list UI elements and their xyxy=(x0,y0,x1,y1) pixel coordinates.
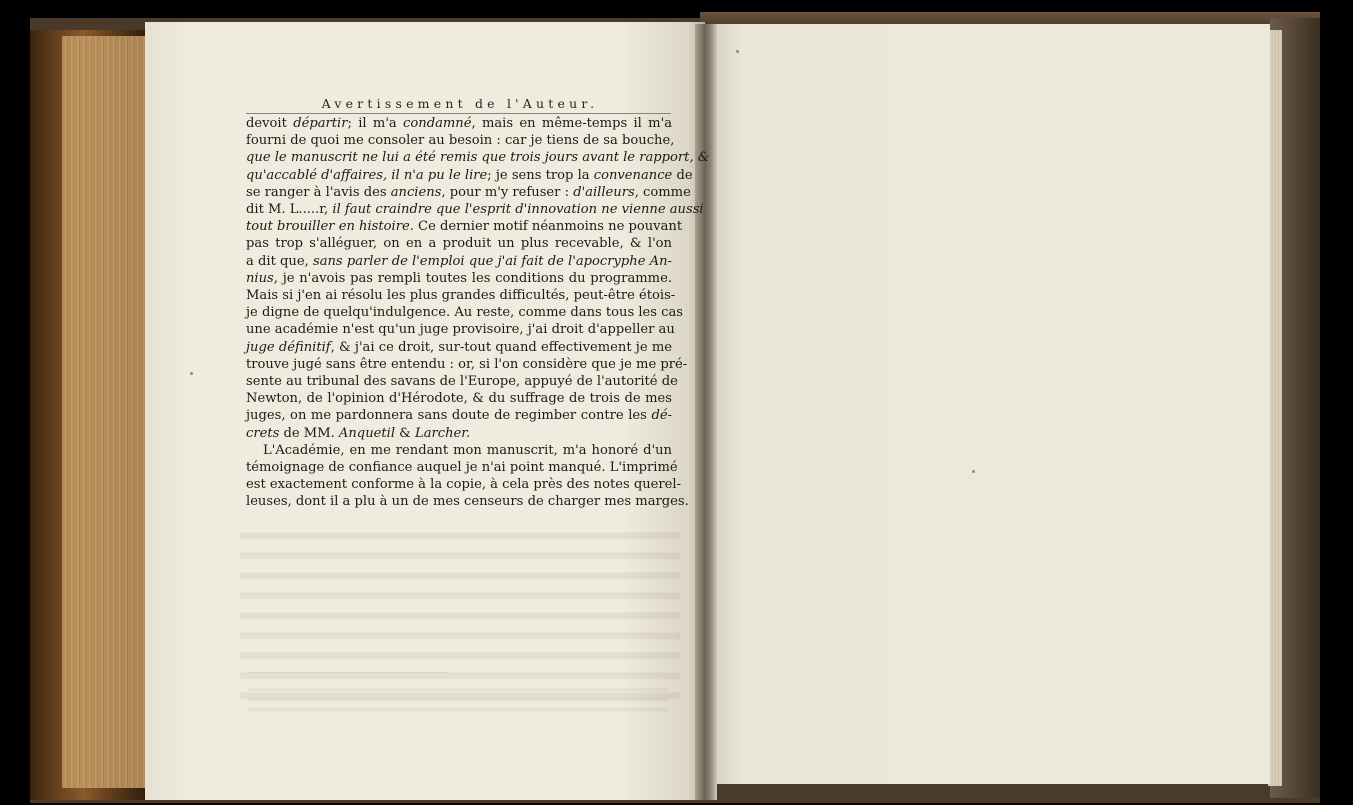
body-text xyxy=(246,115,710,511)
bleed-through-footnotes xyxy=(248,682,668,712)
text-line xyxy=(246,321,675,338)
running-header: Avertissement de l'Auteur. xyxy=(321,96,599,111)
text-run: L'Académie, en me rendant mon manuscrit, m'a honoré d'un xyxy=(263,442,672,458)
text-line xyxy=(246,373,678,390)
italic-run: nius xyxy=(246,270,274,286)
text-run: trouve jugé sans être entendu : or, si l'on considère que je me pré- xyxy=(246,356,688,372)
italic-run: Anquetil xyxy=(338,425,396,441)
text-line xyxy=(246,270,672,287)
italic-run: dé- xyxy=(651,408,672,424)
italic-run: convenance xyxy=(593,167,673,183)
text-line xyxy=(246,407,672,424)
text-line xyxy=(246,287,676,304)
italic-run: anciens xyxy=(390,184,442,200)
text-line xyxy=(246,253,672,270)
text-line xyxy=(246,132,675,149)
text-run: de MM. xyxy=(279,425,339,441)
text-line xyxy=(246,201,704,218)
bleed-through-footnote-rule xyxy=(248,672,448,673)
page-speck xyxy=(190,372,193,375)
text-line xyxy=(246,442,672,459)
text-line xyxy=(246,149,710,166)
text-run: de xyxy=(672,167,693,183)
text-run: une académie n'est qu'un juge provisoire, j'ai droit d'appeller au xyxy=(246,322,675,338)
text-run: Mais si j'en ai résolu les plus grandes difficultés, peut-être étois- xyxy=(246,288,676,304)
italic-run: condamné xyxy=(403,116,472,131)
page-speck xyxy=(736,50,739,53)
text-line xyxy=(246,167,693,184)
text-run: devoit xyxy=(246,116,294,131)
text-run: juges, on me pardonnera sans doute de regimber contre les xyxy=(246,408,652,424)
text-line xyxy=(246,459,678,476)
text-line xyxy=(246,235,672,252)
text-run: je digne de quelqu'indulgence. Au reste, comme dans tous les cas xyxy=(246,305,684,321)
text-line xyxy=(246,390,672,407)
text-line xyxy=(246,184,691,201)
text-line xyxy=(246,493,689,510)
text-run: ; je sens trop la xyxy=(487,167,594,183)
text-run: pas trop s'alléguer, on en a produit un plus recevable, & l'on xyxy=(246,236,672,252)
text-run: & xyxy=(395,425,415,441)
right-page-blank xyxy=(712,24,1270,784)
italic-run: crets xyxy=(246,425,280,441)
italic-run: départir xyxy=(293,116,348,131)
text-run: , & j'ai ce droit, sur-tout quand effectivement je me xyxy=(330,339,672,355)
text-run: , pour m'y refuser : xyxy=(441,184,574,200)
text-run: , je n'avois pas rempli toutes les conditions du programme. xyxy=(273,270,672,286)
text-run: sente au tribunal des savans de l'Europe, appuyé de l'autorité de xyxy=(246,374,678,390)
text-run: , comme xyxy=(634,184,691,200)
italic-run: il faut craindre que l'esprit d'innovation ne vienne aussi xyxy=(332,202,704,218)
text-run: leuses, dont il a plu à un de mes censeurs de charger mes marges. xyxy=(246,494,689,510)
book-gutter xyxy=(695,24,717,800)
italic-run: Larcher. xyxy=(415,425,471,441)
italic-run: tout brouiller en histoire. xyxy=(246,219,414,235)
text-line xyxy=(246,356,688,373)
text-line xyxy=(246,218,683,235)
italic-run: que le manuscrit ne lui a été remis que trois jours avant le rapport, & xyxy=(246,150,710,166)
text-line xyxy=(246,304,684,321)
text-run: Ce dernier motif néanmoins ne pouvant xyxy=(413,219,683,235)
text-run: est exactement conforme à la copie, à cela près des notes querel- xyxy=(246,477,682,493)
italic-run: juge définitif xyxy=(246,339,331,355)
text-line xyxy=(246,425,672,442)
text-line xyxy=(246,476,682,493)
text-run: ; il m'a xyxy=(347,116,404,131)
text-run: dit M. L.....r, xyxy=(246,202,333,218)
text-run: témoignage de confiance auquel je n'ai point manqué. L'imprimé xyxy=(246,460,678,476)
text-run: se ranger à l'avis des xyxy=(246,184,391,200)
header-rule xyxy=(246,113,671,114)
italic-run: sans parler de l'emploi que j'ai fait de l'apocryphe An- xyxy=(312,253,672,269)
text-run: a dit que, xyxy=(246,253,313,269)
text-line xyxy=(246,115,672,132)
text-run: Newton, de l'opinion d'Hérodote, & du suffrage de trois de mes xyxy=(246,391,672,407)
italic-run: qu'accablé d'affaires, il n'a pu le lire xyxy=(246,167,488,183)
italic-run: d'ailleurs xyxy=(573,184,635,200)
text-line xyxy=(246,339,672,356)
page-speck xyxy=(972,470,975,473)
text-run: fourni de quoi me consoler au besoin : car je tiens de sa bouche, xyxy=(246,133,675,149)
right-page-edges xyxy=(1268,30,1282,786)
left-page-edges xyxy=(62,36,150,788)
text-run: , mais en même-temps il m'a xyxy=(471,116,673,131)
